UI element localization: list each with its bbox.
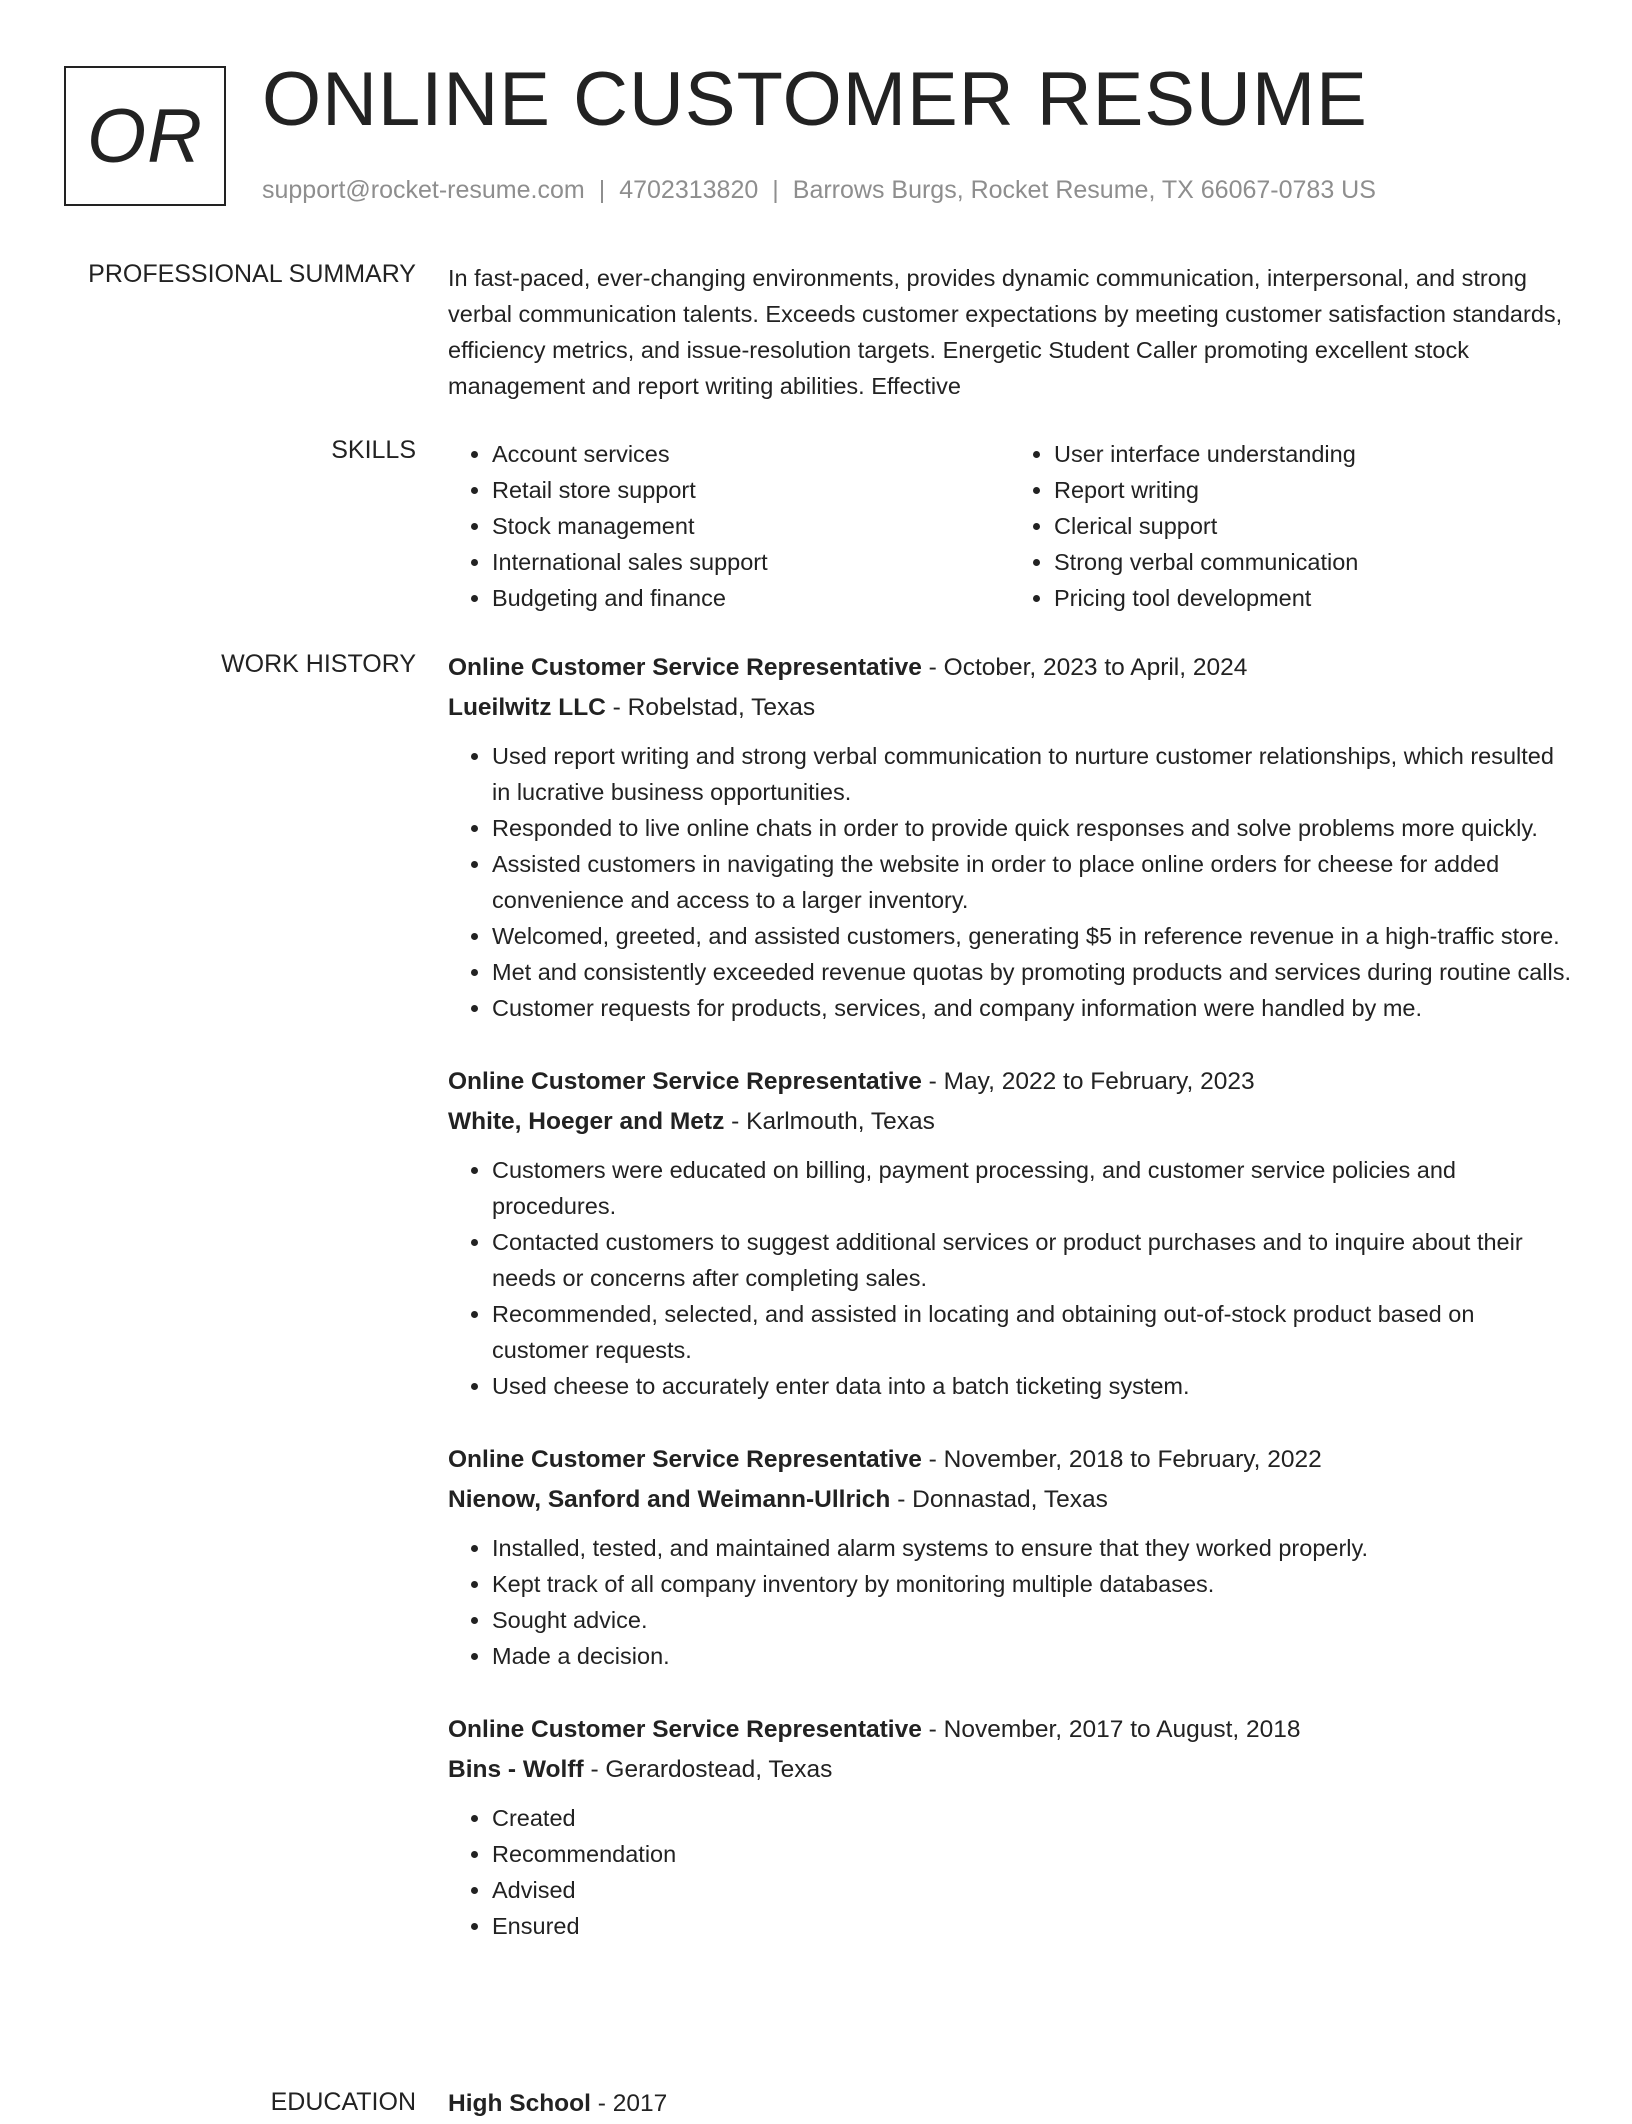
job-company-line <box>448 1102 1572 1142</box>
job-dates: - May, 2022 to February, 2023 <box>921 1068 1255 1095</box>
skill-item: • International sales support <box>492 544 1010 580</box>
job-entry <box>448 1710 1572 1944</box>
job-bullets <box>448 1800 1572 1944</box>
summary-text: In fast-paced, ever-changing environments, provides dynamic communication, interpersonal, and strong verbal communication talents. Exceeds customer expectations by meeting customer satisfaction standards, efficiency metrics, and issue-resolution targets. Energetic Student Caller promoting excellent stock management and report writing abilities. Effective <box>448 265 1563 399</box>
job-bullet: • Used cheese to accurately enter data into a batch ticketing system. <box>492 1368 1572 1404</box>
email: support@rocket-resume.com <box>262 176 585 204</box>
job-company-line <box>448 1480 1572 1520</box>
skill-item: • Report writing <box>1054 472 1572 508</box>
work-history-list <box>448 648 1572 1980</box>
education-year: - 2017 <box>590 2090 668 2117</box>
skill-item: • Budgeting and finance <box>492 580 1010 616</box>
section-label-summary: PROFESSIONAL SUMMARY <box>88 260 416 288</box>
contact-line <box>262 176 1376 205</box>
job-location: - Robelstad, Texas <box>605 694 816 721</box>
section-label-work: WORK HISTORY <box>221 650 416 678</box>
section-label-education: EDUCATION <box>270 2088 416 2116</box>
job-bullet: • Created <box>492 1800 1572 1836</box>
job-bullet: • Contacted customers to suggest additional services or product purchases and to inquire about their needs or concerns after completing sales. <box>492 1224 1572 1296</box>
job-company: White, Hoeger and Metz <box>448 1108 725 1135</box>
job-dates: - November, 2018 to February, 2022 <box>921 1446 1322 1473</box>
education-entry <box>448 2084 1572 2124</box>
job-bullet: • Sought advice. <box>492 1602 1572 1638</box>
skill-item: • Retail store support <box>492 472 1010 508</box>
job-location: - Gerardostead, Texas <box>583 1756 833 1783</box>
job-title: Online Customer Service Representative <box>448 1068 922 1095</box>
job-bullet: • Used report writing and strong verbal communication to nurture customer relationships, which resulted in lucrative business opportunities. <box>492 738 1572 810</box>
job-dates: - October, 2023 to April, 2024 <box>921 654 1248 681</box>
job-title-line <box>448 1062 1572 1102</box>
education-degree: High School <box>448 2090 591 2117</box>
job-bullet: • Advised <box>492 1872 1572 1908</box>
job-entry <box>448 1440 1572 1674</box>
job-company: Nienow, Sanford and Weimann-Ullrich <box>448 1486 891 1513</box>
skills-list-right <box>1010 436 1572 616</box>
address: Barrows Burgs, Rocket Resume, TX 66067-0783 US <box>792 176 1376 204</box>
job-bullet: • Customers were educated on billing, payment processing, and customer service policies and procedures. <box>492 1152 1572 1224</box>
job-location: - Donnastad, Texas <box>890 1486 1108 1513</box>
skill-item: • Stock management <box>492 508 1010 544</box>
separator: | <box>772 176 779 204</box>
skill-item: • Account services <box>492 436 1010 472</box>
job-title: Online Customer Service Representative <box>448 1446 922 1473</box>
phone: 4702313820 <box>619 176 759 204</box>
skill-item: • User interface understanding <box>1054 436 1572 472</box>
skill-item: • Strong verbal communication <box>1054 544 1572 580</box>
job-company: Lueilwitz LLC <box>448 694 606 721</box>
job-bullet: • Assisted customers in navigating the website in order to place online orders for cheese for added convenience and access to a larger inventory. <box>492 846 1572 918</box>
job-bullet: • Met and consistently exceeded revenue quotas by promoting products and services during routine calls. <box>492 954 1572 990</box>
job-entry <box>448 648 1572 1026</box>
job-company-line <box>448 688 1572 728</box>
section-label-skills: SKILLS <box>331 436 416 464</box>
job-bullet: • Welcomed, greeted, and assisted customers, generating $5 in reference revenue in a high-traffic store. <box>492 918 1572 954</box>
separator: | <box>598 176 606 204</box>
job-title-line <box>448 648 1572 688</box>
job-title: Online Customer Service Representative <box>448 654 922 681</box>
skill-item: • Pricing tool development <box>1054 580 1572 616</box>
education-line <box>448 2084 1572 2124</box>
job-bullet: • Kept track of all company inventory by monitoring multiple databases. <box>492 1566 1572 1602</box>
skills-grid <box>448 436 1572 616</box>
job-entry <box>448 1062 1572 1404</box>
job-dates: - November, 2017 to August, 2018 <box>921 1716 1301 1743</box>
job-bullets <box>448 1530 1572 1674</box>
job-bullet: • Installed, tested, and maintained alarm systems to ensure that they worked properly. <box>492 1530 1572 1566</box>
job-title: Online Customer Service Representative <box>448 1716 922 1743</box>
job-bullets <box>448 738 1572 1026</box>
job-bullet: • Customer requests for products, services, and company information were handled by me. <box>492 990 1572 1026</box>
job-company: Bins - Wolff <box>448 1756 584 1783</box>
job-title-line <box>448 1710 1572 1750</box>
job-location: - Karlmouth, Texas <box>724 1108 935 1135</box>
job-company-line <box>448 1750 1572 1790</box>
job-bullet: • Ensured <box>492 1908 1572 1944</box>
resume-name: ONLINE CUSTOMER RESUME <box>262 57 1368 142</box>
monogram: OR <box>64 66 226 206</box>
job-bullets <box>448 1152 1572 1404</box>
job-title-line <box>448 1440 1572 1480</box>
job-bullet: • Made a decision. <box>492 1638 1572 1674</box>
skills-list-left <box>448 436 1010 616</box>
job-bullet: • Recommendation <box>492 1836 1572 1872</box>
skill-item: • Clerical support <box>1054 508 1572 544</box>
job-bullet: • Recommended, selected, and assisted in locating and obtaining out-of-stock product based on customer requests. <box>492 1296 1572 1368</box>
job-bullet: • Responded to live online chats in order to provide quick responses and solve problems more quickly. <box>492 810 1572 846</box>
